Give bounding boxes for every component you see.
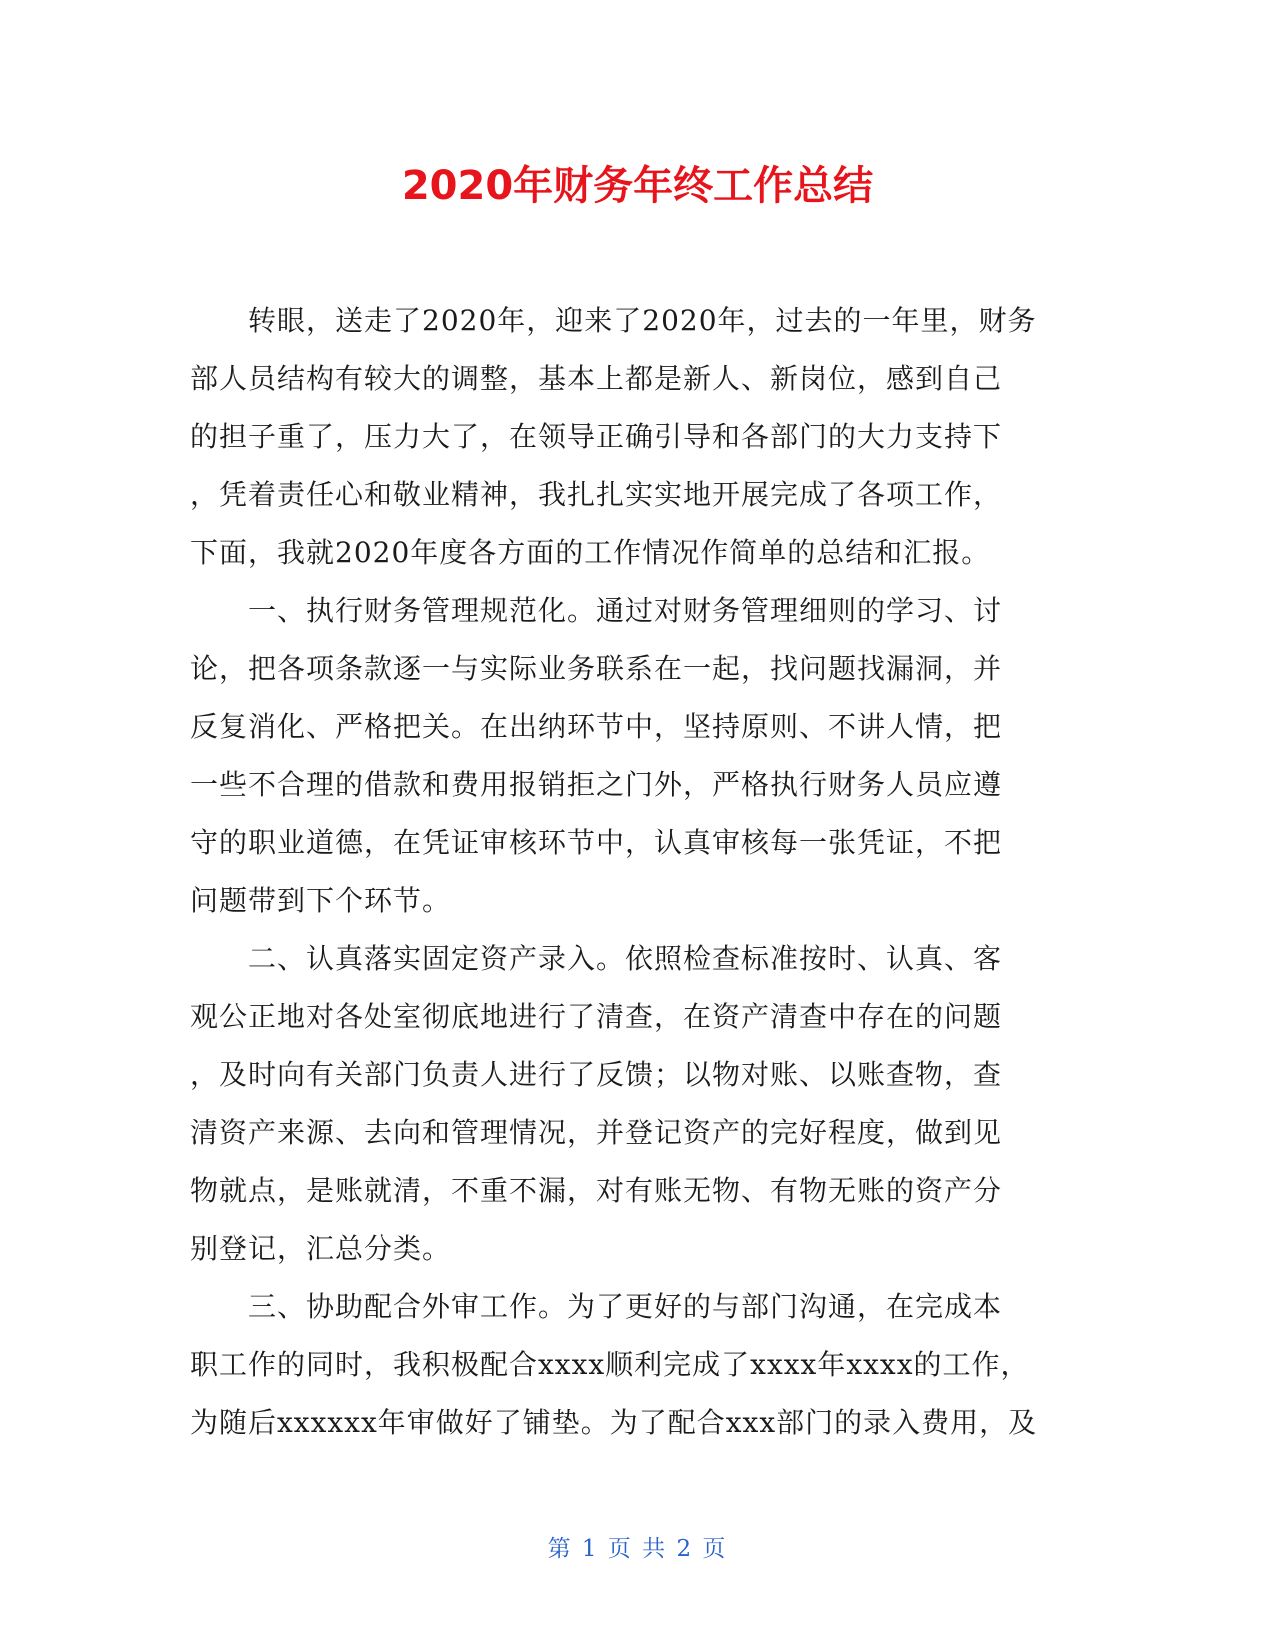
body-line: 转眼，送走了2020年，迎来了2020年，过去的一年里，财务 <box>190 304 1037 337</box>
body-line: 一些不合理的借款和费用报销拒之门外，严格执行财务人员应遵 <box>190 768 1003 801</box>
body-line: 为随后xxxxxx年审做好了铺垫。为了配合xxx部门的录入费用，及 <box>190 1406 1038 1439</box>
body-line: 职工作的同时，我积极配合xxxx顺利完成了xxxx年xxxx的工作， <box>190 1348 1030 1381</box>
body-line: 下面，我就2020年度各方面的工作情况作简单的总结和汇报。 <box>190 536 991 569</box>
body-line: 三、协助配合外审工作。为了更好的与部门沟通，在完成本 <box>190 1290 1003 1323</box>
body-line: 清资产来源、去向和管理情况，并登记资产的完好程度，做到见 <box>190 1116 1003 1149</box>
body-line: ，及时向有关部门负责人进行了反馈；以物对账、以账查物，查 <box>190 1058 1003 1091</box>
body-line: 反复消化、严格把关。在出纳环节中，坚持原则、不讲人情，把 <box>190 710 1003 743</box>
body-line: 论，把各项条款逐一与实际业务联系在一起，找问题找漏洞，并 <box>190 652 1003 685</box>
body-line: 二、认真落实固定资产录入。依照检查标准按时、认真、客 <box>190 942 1003 975</box>
body-line: 物就点，是账就清，不重不漏，对有账无物、有物无账的资产分 <box>190 1174 1003 1207</box>
body-line: 别登记，汇总分类。 <box>190 1232 452 1265</box>
body-line: 部人员结构有较大的调整，基本上都是新人、新岗位，感到自己 <box>190 362 1003 395</box>
body-line: 的担子重了，压力大了，在领导正确引导和各部门的大力支持下 <box>190 420 1003 453</box>
body-line: ，凭着责任心和敬业精神，我扎扎实实地开展完成了各项工作， <box>190 478 1003 511</box>
body-line: 一、执行财务管理规范化。通过对财务管理细则的学习、讨 <box>190 594 1003 627</box>
page-number-footer: 第 1 页 共 2 页 <box>547 1536 728 1562</box>
body-line: 观公正地对各处室彻底地进行了清查，在资产清查中存在的问题 <box>190 1000 1003 1033</box>
body-line: 问题带到下个环节。 <box>190 884 452 917</box>
document-title: 2020年财务年终工作总结 <box>401 163 874 209</box>
body-line: 守的职业道德，在凭证审核环节中，认真审核每一张凭证，不把 <box>190 826 1003 859</box>
